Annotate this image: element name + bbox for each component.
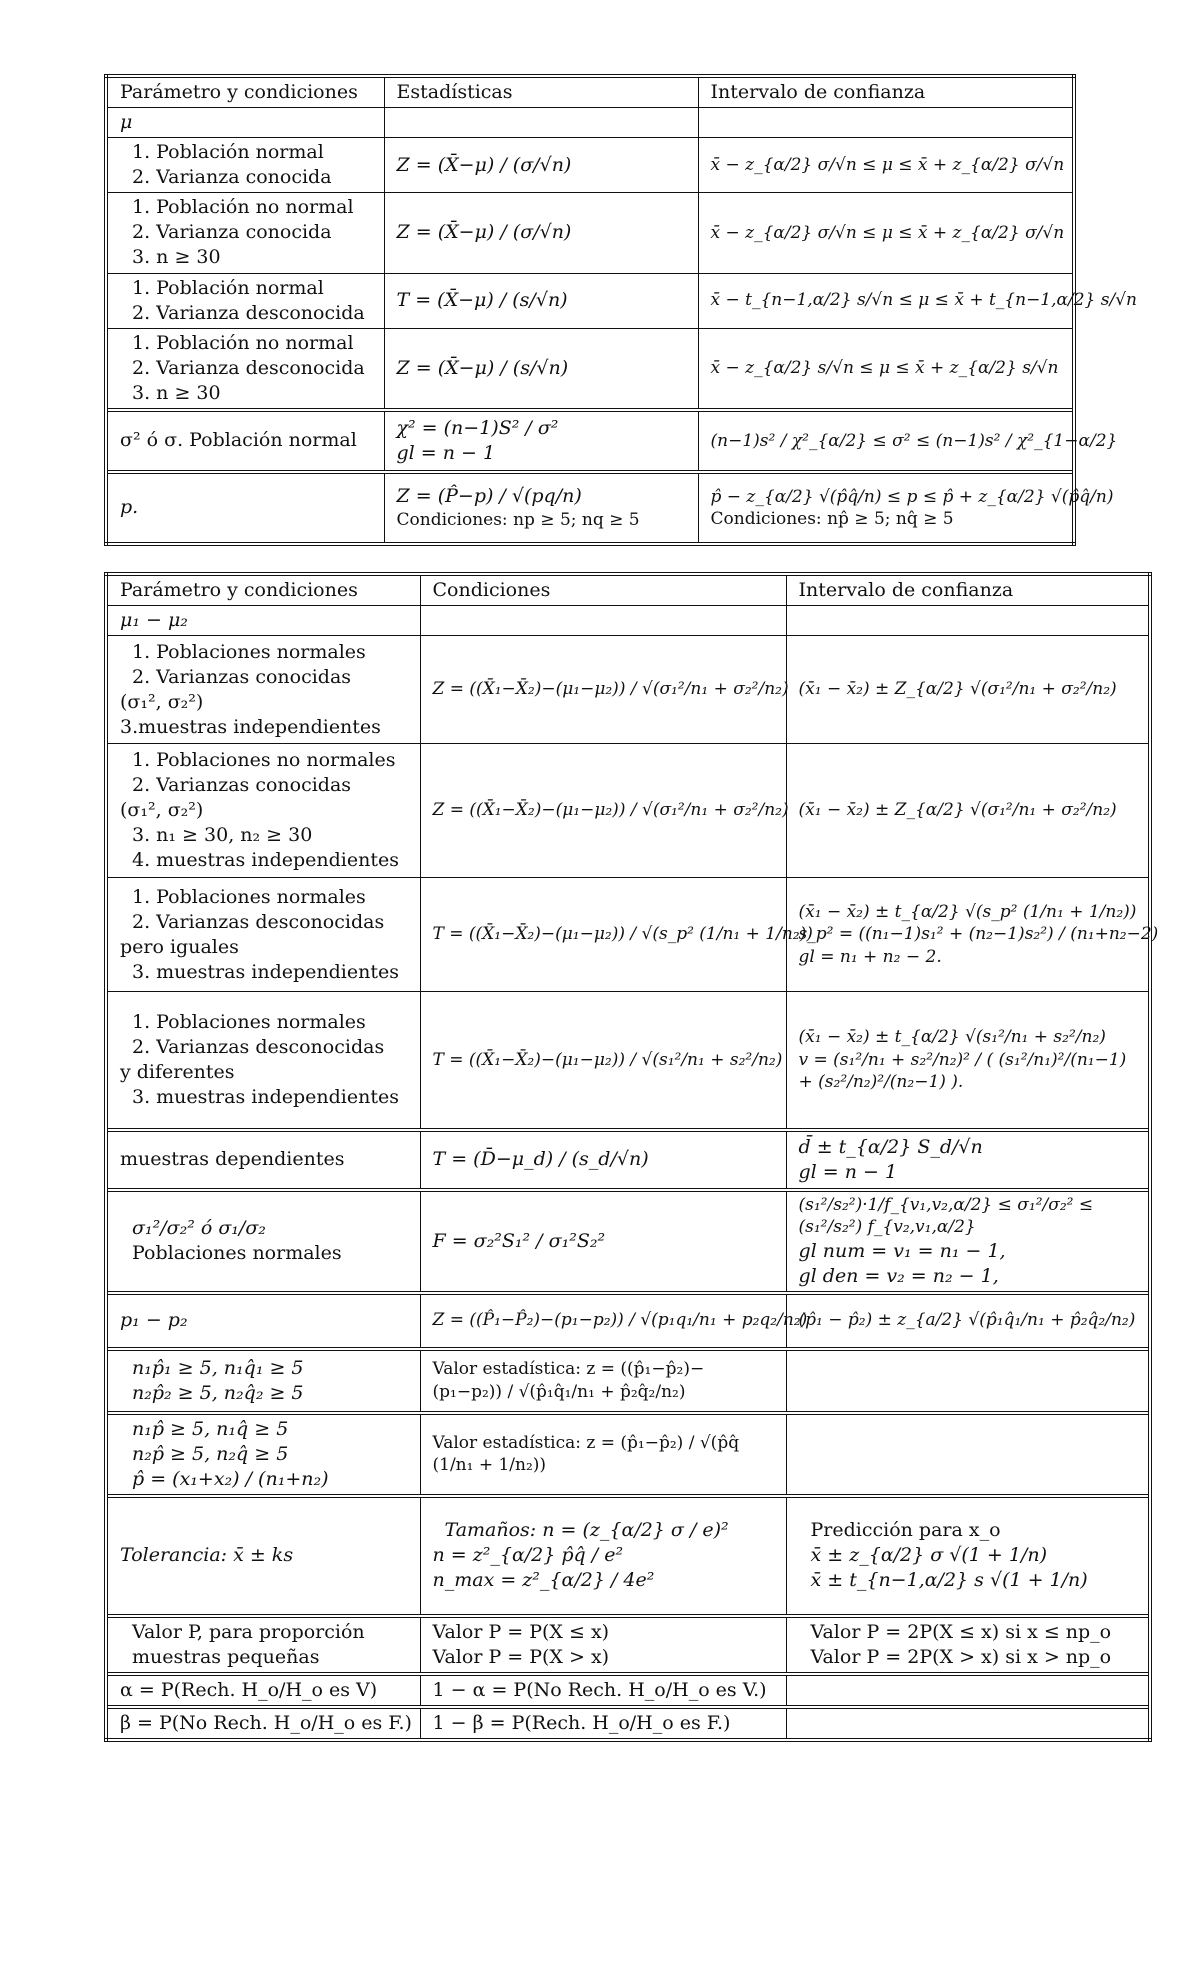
statistic-cell: T = ((X̄₁−X̄₂)−(μ₁−μ₂)) / √(s_p² (1/n₁ + 1/n₂)): [420, 878, 786, 992]
conditions-cell: n₁p̂ ≥ 5, n₁q̂ ≥ 5 n₂p̂ ≥ 5, n₂q̂ ≥ 5 p̂ = (x₁+x₂) / (n₁+n₂): [106, 1413, 420, 1496]
conditions-cell: σ₁²/σ₂² ó σ₁/σ₂ Poblaciones normales: [106, 1190, 420, 1293]
interval-cell: Valor P = 2P(X ≤ x) si x ≤ np_o Valor P = 2P(X > x) si x > np_o: [786, 1616, 1150, 1674]
section-label: μ₁ − μ₂: [106, 606, 420, 636]
conditions-cell: 1. Poblaciones normales 2. Varianzas desconocidas y diferentes 3. muestras independientes: [106, 992, 420, 1130]
statistic-cell: Valor estadística: z = (p̂₁−p̂₂) / √(p̂q̂ (1/n₁ + 1/n₂)): [420, 1413, 786, 1496]
interval-cell: Predicción para x_o x̄ ± z_{α/2} σ √(1 + 1/n) x̄ ± t_{n−1,α/2} s √(1 + 1/n): [786, 1496, 1150, 1616]
statistic-cell: T = (X̄−μ) / (s/√n): [384, 273, 698, 328]
statistic-cell: F = σ₂²S₁² / σ₁²S₂²: [420, 1190, 786, 1293]
statistic-cell: Z = ((X̄₁−X̄₂)−(μ₁−μ₂)) / √(σ₁²/n₁ + σ₂²/n₂): [420, 636, 786, 744]
interval-cell: p̂ − z_{α/2} √(p̂q̂/n) ≤ p ≤ p̂ + z_{α/2} √(p̂q̂/n) Condiciones: np̂ ≥ 5; nq̂ ≥ 5: [698, 472, 1074, 544]
table-row: [106, 992, 1150, 1130]
statistic-cell: χ² = (n−1)S² / σ² gl = n − 1: [384, 410, 698, 472]
conditions-cell: 1. Población normal 2. Varianza desconocida: [106, 273, 384, 328]
interval-cell: x̄ − t_{n−1,α/2} s/√n ≤ μ ≤ x̄ + t_{n−1,α/2} s/√n: [698, 273, 1074, 328]
table-row: [106, 1616, 1150, 1674]
table-row: [106, 328, 1074, 410]
interval-cell: (x̄₁ − x̄₂) ± t_{α/2} √(s_p² (1/n₁ + 1/n₂)) s_p² = ((n₁−1)s₁² + (n₂−1)s₂²) / (n₁+n₂−2) gl = n₁ + n₂ − 2.: [786, 878, 1150, 992]
statistic-cell: Z = (X̄−μ) / (σ/√n): [384, 193, 698, 273]
table-row: [106, 1293, 1150, 1349]
table-row: [106, 1707, 1150, 1740]
table-row: [106, 1674, 1150, 1707]
interval-cell: (n−1)s² / χ²_{α/2} ≤ σ² ≤ (n−1)s² / χ²_{1−α/2}: [698, 410, 1074, 472]
header-parameter: Parámetro y condiciones: [106, 574, 420, 606]
conditions-cell: 1. Población normal 2. Varianza conocida: [106, 138, 384, 193]
header-interval: Intervalo de confianza: [786, 574, 1150, 606]
statistic-cell: Tamaños: n = (z_{α/2} σ / e)² n = z²_{α/2} p̂q̂ / e² n_max = z²_{α/2} / 4e²: [420, 1496, 786, 1616]
conditions-cell: 1. Población no normal 2. Varianza desconocida 3. n ≥ 30: [106, 328, 384, 410]
header-parameter: Parámetro y condiciones: [106, 76, 384, 108]
interval-cell: x̄ − z_{α/2} s/√n ≤ μ ≤ x̄ + z_{α/2} s/√n: [698, 328, 1074, 410]
header-conditions: Condiciones: [420, 574, 786, 606]
table-row: [106, 1190, 1150, 1293]
table-row: [106, 193, 1074, 273]
statistic-cell: Valor P = P(X ≤ x) Valor P = P(X > x): [420, 1616, 786, 1674]
interval-cell: x̄ − z_{α/2} σ/√n ≤ μ ≤ x̄ + z_{α/2} σ/√n: [698, 193, 1074, 273]
statistic-cell: Z = ((P̂₁−P̂₂)−(p₁−p₂)) / √(p₁q₁/n₁ + p₂q₂/n₂): [420, 1293, 786, 1349]
table-row: [106, 1349, 1150, 1413]
conditions-cell: Valor P, para proporción muestras pequeñas: [106, 1616, 420, 1674]
table-row: [106, 744, 1150, 878]
table-row: [106, 636, 1150, 744]
table-row: [106, 1130, 1150, 1190]
table-header-row: [106, 574, 1150, 606]
table-row: [106, 472, 1074, 544]
table-row: [106, 410, 1074, 472]
table-row: [106, 138, 1074, 193]
statistic-cell: Valor estadística: z = ((p̂₁−p̂₂)−(p₁−p₂)) / √(p̂₁q̂₁/n₁ + p̂₂q̂₂/n₂): [420, 1349, 786, 1413]
table-row: [106, 273, 1074, 328]
confidence-table-two-sample: [104, 572, 1159, 1742]
conditions-cell: p₁ − p₂: [106, 1293, 420, 1349]
statistic-cell: T = (D̄−μ_d) / (s_d/√n): [420, 1130, 786, 1190]
statistic-cell: T = ((X̄₁−X̄₂)−(μ₁−μ₂)) / √(s₁²/n₁ + s₂²/n₂): [420, 992, 786, 1130]
table-row: [106, 1496, 1150, 1616]
interval-cell: d̄ ± t_{α/2} S_d/√n gl = n − 1: [786, 1130, 1150, 1190]
conditions-cell: α = P(Rech. H_o/H_o es V): [106, 1674, 420, 1707]
header-interval: Intervalo de confianza: [698, 76, 1074, 108]
statistic-cell: 1 − β = P(Rech. H_o/H_o es F.): [420, 1707, 786, 1740]
statistic-cell: Z = (X̄−μ) / (s/√n): [384, 328, 698, 410]
conditions-cell: β = P(No Rech. H_o/H_o es F.): [106, 1707, 420, 1740]
statistic-cell: 1 − α = P(No Rech. H_o/H_o es V.): [420, 1674, 786, 1707]
conditions-cell: 1. Población no normal 2. Varianza conocida 3. n ≥ 30: [106, 193, 384, 273]
conditions-cell: muestras dependientes: [106, 1130, 420, 1190]
table-row: [106, 878, 1150, 992]
conditions-cell: 1. Poblaciones normales 2. Varianzas conocidas (σ₁², σ₂²) 3.muestras independientes: [106, 636, 420, 744]
conditions-cell: p.: [106, 472, 384, 544]
interval-cell: (x̄₁ − x̄₂) ± Z_{α/2} √(σ₁²/n₁ + σ₂²/n₂): [786, 744, 1150, 878]
conditions-cell: n₁p̂₁ ≥ 5, n₁q̂₁ ≥ 5 n₂p̂₂ ≥ 5, n₂q̂₂ ≥ 5: [106, 1349, 420, 1413]
interval-cell: (p̂₁ − p̂₂) ± z_{a/2} √(p̂₁q̂₁/n₁ + p̂₂q̂₂/n₂): [786, 1293, 1150, 1349]
table-row: [106, 1413, 1150, 1496]
conditions-cell: σ² ó σ. Población normal: [106, 410, 384, 472]
conditions-cell: 1. Poblaciones no normales 2. Varianzas conocidas (σ₁², σ₂²) 3. n₁ ≥ 30, n₂ ≥ 30 4. muestras independientes: [106, 744, 420, 878]
interval-cell: (s₁²/s₂²)·1/f_{v₁,v₂,α/2} ≤ σ₁²/σ₂² ≤ (s₁²/s₂²) f_{v₂,v₁,α/2} gl num = v₁ = n₁ − 1, gl den = v₂ = n₂ − 1,: [786, 1190, 1150, 1293]
section-row-mu-diff: [106, 606, 1150, 636]
statistic-cell: Z = ((X̄₁−X̄₂)−(μ₁−μ₂)) / √(σ₁²/n₁ + σ₂²/n₂): [420, 744, 786, 878]
conditions-cell: 1. Poblaciones normales 2. Varianzas desconocidas pero iguales 3. muestras independientes: [106, 878, 420, 992]
interval-cell: x̄ − z_{α/2} σ/√n ≤ μ ≤ x̄ + z_{α/2} σ/√n: [698, 138, 1074, 193]
conditions-cell: Tolerancia: x̄ ± ks: [106, 1496, 420, 1616]
section-label: μ: [106, 108, 384, 138]
header-statistics: Estadísticas: [384, 76, 698, 108]
interval-cell: (x̄₁ − x̄₂) ± Z_{α/2} √(σ₁²/n₁ + σ₂²/n₂): [786, 636, 1150, 744]
confidence-table-one-sample: [104, 74, 1138, 546]
statistic-cell: Z = (P̂−p) / √(pq/n) Condiciones: np ≥ 5; nq ≥ 5: [384, 472, 698, 544]
statistic-cell: Z = (X̄−μ) / (σ/√n): [384, 138, 698, 193]
table-header-row: [106, 76, 1074, 108]
interval-cell: (x̄₁ − x̄₂) ± t_{α/2} √(s₁²/n₁ + s₂²/n₂) v = (s₁²/n₁ + s₂²/n₂)² / ( (s₁²/n₁)²/(n₁−1) + (s₂²/n₂)²/(n₂−1) ).: [786, 992, 1150, 1130]
section-row-mu: [106, 108, 1074, 138]
